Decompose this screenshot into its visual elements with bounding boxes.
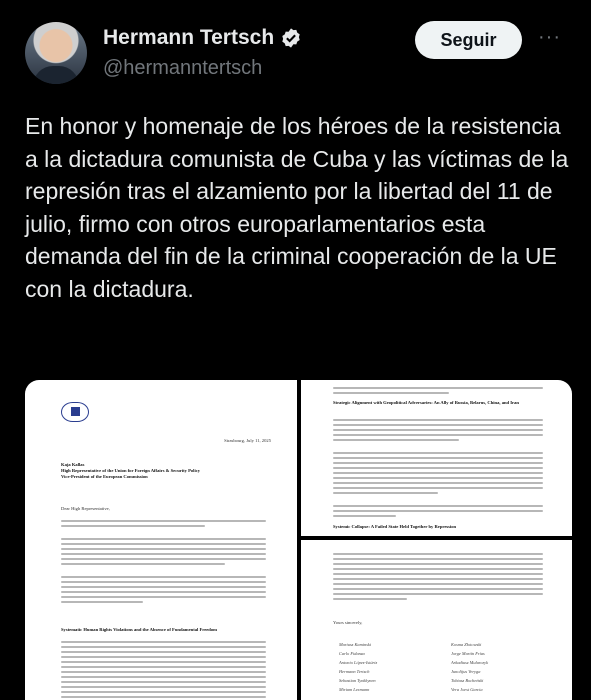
signatory: Tobiasz Bocheński — [451, 678, 484, 683]
display-name[interactable]: Hermann Tertsch — [103, 26, 275, 49]
body-lines-tr — [333, 416, 543, 520]
signatory: Vera Joest Garcia — [451, 687, 483, 692]
intro-lines — [333, 384, 543, 397]
greeting: Dear High Representative, — [61, 506, 110, 511]
signatory: Kosma Złotowski — [451, 642, 482, 647]
signatories-right — [451, 640, 488, 694]
tweet-header — [0, 0, 591, 100]
signatory: Carlo Fidanza — [339, 651, 365, 656]
avatar-figure — [33, 66, 79, 84]
signatories-left — [339, 640, 377, 694]
section-heading-tr2 — [333, 524, 543, 530]
signatory: Antonio López-Istúriz — [339, 660, 378, 665]
body-lines-br — [333, 550, 543, 603]
recipient-title2: Vice-President of the European Commission — [61, 474, 148, 480]
avatar[interactable] — [25, 22, 87, 84]
tweet-media[interactable] — [25, 380, 572, 700]
signatory: Mariusz Kaminski — [339, 642, 372, 647]
document-image-2[interactable] — [301, 380, 572, 536]
signatory: Sebastian Tynkkynen — [339, 678, 376, 683]
section-heading-left-text: Systematic Human Rights Violations and the Absence of Fundamental Freedom — [61, 627, 217, 632]
closing: Yours sincerely, — [333, 620, 363, 625]
user-handle[interactable]: @hermanntertsch — [103, 57, 263, 79]
recipient-title1: High Representative of the Union for Foreign Affairs & Security Policy — [61, 468, 201, 474]
recipient-name: Kaja Kallas — [61, 462, 85, 467]
section-heading-tr — [333, 400, 543, 406]
body-paragraphs-2 — [61, 638, 266, 700]
signatory: Hermann Tertsch — [339, 669, 370, 674]
body-paragraphs — [61, 517, 266, 606]
verified-badge-icon — [280, 27, 302, 49]
european-parliament-logo-icon — [61, 402, 89, 422]
document-date: Strasbourg, July 11, 2025 — [224, 438, 271, 443]
section-heading-tr-text: Strategic Alignment with Geopolitical Adversaries: An Ally of Russia, Belarus, China, and Iran — [333, 400, 519, 405]
signatory: Miriam Lexmann — [339, 687, 370, 692]
recipient-block — [61, 462, 271, 481]
document-image-3[interactable] — [301, 540, 572, 700]
signatory: Jorge Martín Frías — [451, 651, 485, 656]
more-options-icon[interactable]: ··· — [538, 26, 561, 48]
signatory: Junolijus Veryga — [451, 669, 481, 674]
section-heading-left — [61, 627, 271, 633]
tweet-text: En honor y homenaje de los héroes de la resistencia a la dictadura comunista de Cuba y las víctimas de la represión tras el alzamiento por la libertad del 11 de julio, firmo con otros europarlamentarios esta demanda del fin de la criminal cooperación de la UE con la dictadura. — [25, 113, 569, 302]
name-row — [103, 26, 302, 50]
follow-button[interactable]: Seguir — [415, 21, 522, 59]
signatory: Arkadiusz Mularczyk — [451, 660, 489, 665]
section-heading-tr2-text: Systemic Collapse: A Failed State Held Together by Repression — [333, 524, 457, 529]
document-image-1[interactable] — [25, 380, 297, 700]
